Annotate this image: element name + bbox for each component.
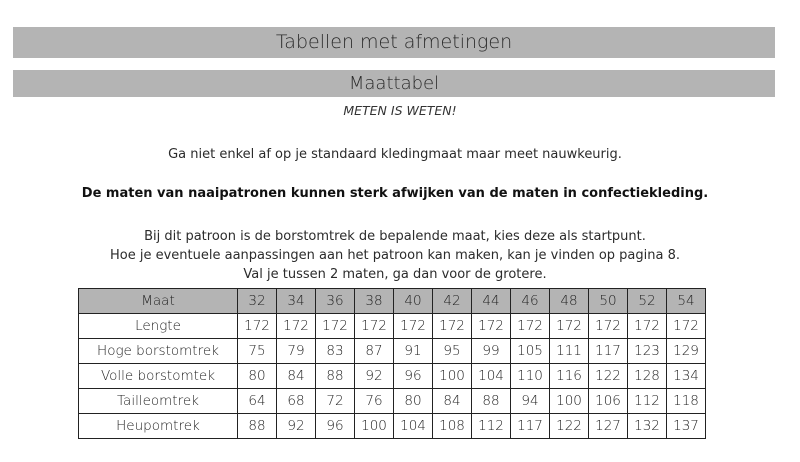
table-cell: 172 bbox=[394, 314, 433, 339]
table-cell: 127 bbox=[589, 414, 628, 439]
table-cell: 100 bbox=[433, 364, 472, 389]
table-cell: 84 bbox=[277, 364, 316, 389]
section-subtitle: METEN IS WETEN! bbox=[343, 103, 457, 118]
table-cell: 172 bbox=[433, 314, 472, 339]
table-cell: 172 bbox=[472, 314, 511, 339]
table-cell: 76 bbox=[355, 389, 394, 414]
size-header-cell: 34 bbox=[277, 289, 316, 314]
table-cell: 118 bbox=[667, 389, 706, 414]
table-cell: 112 bbox=[472, 414, 511, 439]
size-header-cell: 50 bbox=[589, 289, 628, 314]
table-cell: 72 bbox=[316, 389, 355, 414]
section-title-banner bbox=[13, 70, 775, 97]
table-row bbox=[79, 389, 706, 414]
warning-text: De maten van naaipatronen kunnen sterk afwijken van de maten in confectiekleding. bbox=[81, 186, 709, 201]
intro-text: Ga niet enkel af op je standaard kledingmaat maar meet nauwkeurig. bbox=[168, 147, 622, 162]
table-cell: 92 bbox=[355, 364, 394, 389]
table-cell: 116 bbox=[550, 364, 589, 389]
section-title: Maattabel bbox=[348, 73, 440, 94]
table-cell: 128 bbox=[628, 364, 667, 389]
table-cell: 79 bbox=[277, 339, 316, 364]
size-header-cell: 42 bbox=[433, 289, 472, 314]
table-cell: 172 bbox=[238, 314, 277, 339]
table-cell: 96 bbox=[394, 364, 433, 389]
table-cell: 106 bbox=[589, 389, 628, 414]
table-cell: 75 bbox=[238, 339, 277, 364]
table-cell: 129 bbox=[667, 339, 706, 364]
table-cell: 88 bbox=[472, 389, 511, 414]
table-cell: 122 bbox=[589, 364, 628, 389]
table-row bbox=[79, 314, 706, 339]
table-row bbox=[79, 414, 706, 439]
table-cell: 99 bbox=[472, 339, 511, 364]
table-cell: 68 bbox=[277, 389, 316, 414]
page-title-banner bbox=[13, 27, 775, 58]
page-title: Tabellen met afmetingen bbox=[275, 31, 513, 53]
table-cell: 84 bbox=[433, 389, 472, 414]
table-row bbox=[79, 364, 706, 389]
table-cell: 87 bbox=[355, 339, 394, 364]
instruction-line-1: Bij dit patroon is de borstomtrek de bepalende maat, kies deze als startpunt. bbox=[144, 229, 646, 244]
table-cell: 108 bbox=[433, 414, 472, 439]
table-cell: 92 bbox=[277, 414, 316, 439]
row-label: Heupomtrek bbox=[79, 414, 238, 439]
table-cell: 64 bbox=[238, 389, 277, 414]
row-label: Tailleomtrek bbox=[79, 389, 238, 414]
table-cell: 112 bbox=[628, 389, 667, 414]
table-cell: 172 bbox=[277, 314, 316, 339]
table-cell: 172 bbox=[316, 314, 355, 339]
table-cell: 80 bbox=[238, 364, 277, 389]
table-cell: 95 bbox=[433, 339, 472, 364]
table-cell: 96 bbox=[316, 414, 355, 439]
size-header-cell: 48 bbox=[550, 289, 589, 314]
table-cell: 100 bbox=[550, 389, 589, 414]
table-cell: 83 bbox=[316, 339, 355, 364]
size-header-cell: 38 bbox=[355, 289, 394, 314]
header-label-cell: Maat bbox=[79, 289, 238, 314]
size-header-cell: 40 bbox=[394, 289, 433, 314]
size-header-cell: 46 bbox=[511, 289, 550, 314]
table-cell: 172 bbox=[667, 314, 706, 339]
table-cell: 88 bbox=[238, 414, 277, 439]
size-header-cell: 44 bbox=[472, 289, 511, 314]
table-cell: 172 bbox=[550, 314, 589, 339]
table-cell: 134 bbox=[667, 364, 706, 389]
size-header-cell: 36 bbox=[316, 289, 355, 314]
size-header-cell: 54 bbox=[667, 289, 706, 314]
row-label: Hoge borstomtrek bbox=[79, 339, 238, 364]
table-cell: 104 bbox=[472, 364, 511, 389]
table-header-row bbox=[79, 289, 706, 314]
table-cell: 105 bbox=[511, 339, 550, 364]
table-cell: 137 bbox=[667, 414, 706, 439]
table-cell: 172 bbox=[628, 314, 667, 339]
row-label: Lengte bbox=[79, 314, 238, 339]
instruction-line-3: Val je tussen 2 maten, ga dan voor de grotere. bbox=[243, 267, 547, 282]
table-cell: 91 bbox=[394, 339, 433, 364]
table-cell: 94 bbox=[511, 389, 550, 414]
size-header-cell: 32 bbox=[238, 289, 277, 314]
table-cell: 172 bbox=[511, 314, 550, 339]
table-row bbox=[79, 339, 706, 364]
instruction-line-2: Hoe je eventuele aanpassingen aan het patroon kan maken, kan je vinden op pagina 8. bbox=[110, 248, 680, 263]
table-cell: 117 bbox=[511, 414, 550, 439]
table-cell: 88 bbox=[316, 364, 355, 389]
table-cell: 104 bbox=[394, 414, 433, 439]
table-cell: 110 bbox=[511, 364, 550, 389]
table-cell: 172 bbox=[355, 314, 394, 339]
table-cell: 80 bbox=[394, 389, 433, 414]
table-cell: 111 bbox=[550, 339, 589, 364]
table-cell: 132 bbox=[628, 414, 667, 439]
row-label: Volle borstomtek bbox=[79, 364, 238, 389]
table-cell: 100 bbox=[355, 414, 394, 439]
table-cell: 123 bbox=[628, 339, 667, 364]
table-cell: 172 bbox=[589, 314, 628, 339]
table-cell: 122 bbox=[550, 414, 589, 439]
size-table bbox=[78, 288, 706, 439]
table-cell: 117 bbox=[589, 339, 628, 364]
size-header-cell: 52 bbox=[628, 289, 667, 314]
